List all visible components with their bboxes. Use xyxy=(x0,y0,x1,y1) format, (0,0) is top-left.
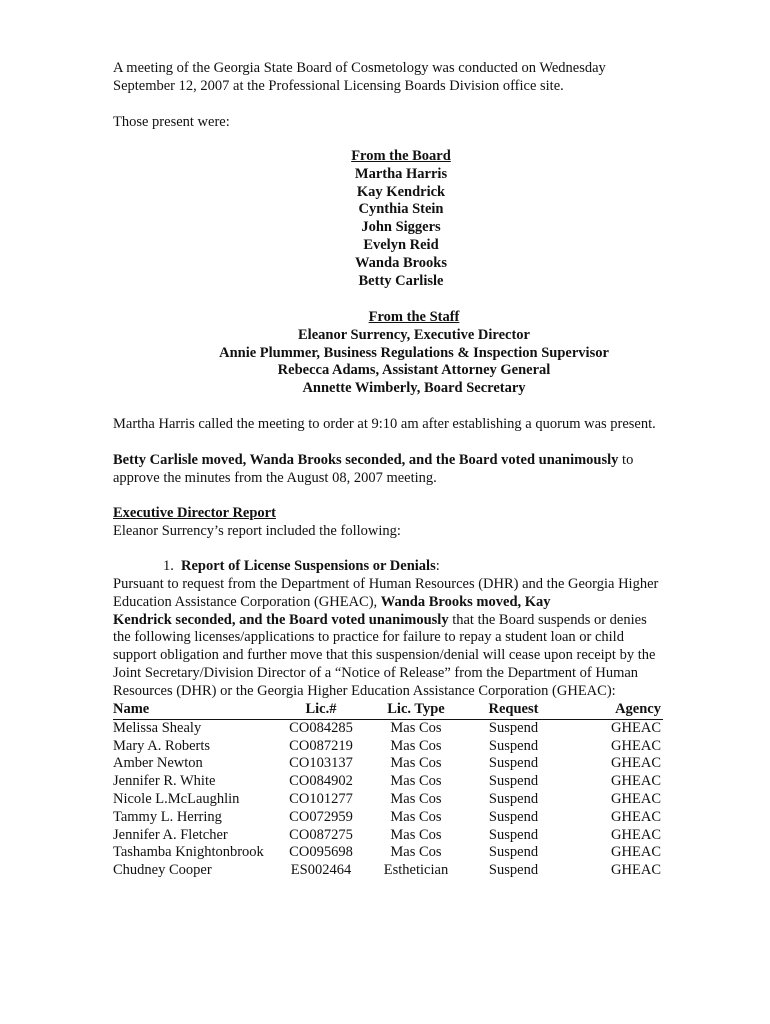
table-header-row xyxy=(113,701,663,719)
paragraph-line: Pursuant to request from the Department of Human Resources (DHR) and the Georgia Higher xyxy=(113,576,659,592)
cell-license-number: CO087275 xyxy=(289,826,353,843)
intro-line: September 12, 2007 at the Professional Licensing Boards Division office site. xyxy=(113,77,564,94)
cell-license-number: CO087219 xyxy=(289,737,353,754)
board-member: Martha Harris xyxy=(354,165,448,182)
cell-agency: GHEAC xyxy=(611,844,661,861)
board-member: Evelyn Reid xyxy=(363,236,439,253)
cell-name: Tashamba Knightonbrook xyxy=(113,844,264,861)
cell-name: Tammy L. Herring xyxy=(113,808,222,825)
cell-request: Suspend xyxy=(488,844,539,861)
cell-agency: GHEAC xyxy=(611,773,661,790)
cell-request: Suspend xyxy=(488,808,539,825)
cell-agency: GHEAC xyxy=(611,755,661,772)
cell-name: Jennifer A. Fletcher xyxy=(113,826,228,843)
paragraph-bold-text: Wanda Brooks moved, Kay xyxy=(380,593,551,610)
board-member: John Siggers xyxy=(361,219,441,236)
cell-license-type: Mas Cos xyxy=(390,773,442,790)
cell-license-type: Mas Cos xyxy=(390,755,442,772)
staff-members-block xyxy=(0,309,770,398)
cell-license-type: Mas Cos xyxy=(390,808,442,825)
board-member: Cynthia Stein xyxy=(358,201,444,218)
paragraph-line: Resources (DHR) or the Georgia Higher Education Assistance Corporation (GHEAC): xyxy=(113,682,616,699)
paragraph-line: the following licenses/applications to practice for failure to repay a student loan or child xyxy=(113,629,624,646)
cell-request: Suspend xyxy=(488,773,539,790)
cell-license-number: CO084902 xyxy=(289,773,353,790)
motion-text: approve the minutes from the August 08, 2007 meeting. xyxy=(113,469,437,486)
cell-license-number: ES002464 xyxy=(290,862,352,879)
staff-heading: From the Staff xyxy=(368,309,460,325)
table-row xyxy=(113,809,663,827)
suspension-paragraph xyxy=(113,576,693,701)
cell-license-type: Esthetician xyxy=(383,862,449,879)
column-header-name: Name xyxy=(113,701,276,719)
table-row xyxy=(113,719,663,737)
cell-agency: GHEAC xyxy=(611,862,661,879)
report-item xyxy=(163,558,440,576)
cell-request: Suspend xyxy=(488,790,539,807)
intro-line: A meeting of the Georgia State Board of Cosmetology was conducted on Wednesday xyxy=(113,60,606,76)
cell-agency: GHEAC xyxy=(611,790,661,807)
present-label: Those present were: xyxy=(113,114,230,130)
table-row xyxy=(113,827,663,845)
cell-license-number: CO072959 xyxy=(289,808,353,825)
cell-license-number: CO101277 xyxy=(289,790,353,807)
section-heading: Executive Director Report xyxy=(113,505,276,521)
item-number: 1. xyxy=(163,558,174,574)
cell-agency: GHEAC xyxy=(611,737,661,754)
table-row xyxy=(113,862,663,880)
column-header-license-number: Lic.# xyxy=(276,701,366,719)
motion-text: to xyxy=(618,452,634,468)
paragraph-line: support obligation and further move that this suspension/denial will cease upon receipt by the xyxy=(113,647,656,664)
paragraph-text: that the Board suspends or denies xyxy=(448,611,647,628)
intro-paragraph xyxy=(113,60,703,96)
cell-agency: GHEAC xyxy=(611,719,661,736)
paragraph-text: Education Assistance Corporation (GHEAC), xyxy=(113,593,381,610)
approve-minutes-motion xyxy=(113,452,703,488)
cell-license-number: CO095698 xyxy=(289,844,353,861)
cell-license-type: Mas Cos xyxy=(390,737,442,754)
cell-license-type: Mas Cos xyxy=(390,826,442,843)
staff-member: Eleanor Surrency, Executive Director xyxy=(298,326,530,343)
cell-request: Suspend xyxy=(488,737,539,754)
cell-name: Amber Newton xyxy=(113,755,203,772)
executive-director-report xyxy=(113,505,703,541)
staff-member: Annette Wimberly, Board Secretary xyxy=(302,380,526,397)
cell-agency: GHEAC xyxy=(611,826,661,843)
table-row xyxy=(113,755,663,773)
cell-license-number: CO103137 xyxy=(289,755,353,772)
cell-license-type: Mas Cos xyxy=(390,719,442,736)
motion-bold-text: Betty Carlisle moved, Wanda Brooks seconded, and the Board voted unanimously xyxy=(113,452,619,468)
cell-request: Suspend xyxy=(488,719,539,736)
staff-member: Annie Plummer, Business Regulations & Inspection Supervisor xyxy=(219,344,609,361)
cell-name: Mary A. Roberts xyxy=(113,737,211,754)
cell-name: Nicole L.McLaughlin xyxy=(113,790,240,807)
call-to-order-paragraph: Martha Harris called the meeting to order at 9:10 am after establishing a quorum was present. xyxy=(113,416,656,432)
column-header-license-type: Lic. Type xyxy=(366,701,466,719)
item-colon: : xyxy=(435,558,440,574)
cell-name: Melissa Shealy xyxy=(113,719,202,736)
table-row xyxy=(113,844,663,862)
cell-request: Suspend xyxy=(488,755,539,772)
cell-request: Suspend xyxy=(488,862,539,879)
board-member: Betty Carlisle xyxy=(358,272,444,289)
item-title: Report of License Suspensions or Denials xyxy=(181,558,436,574)
paragraph-bold-text: Kendrick seconded, and the Board voted unanimously xyxy=(113,611,449,628)
cell-name: Jennifer R. White xyxy=(113,773,216,790)
board-member: Kay Kendrick xyxy=(356,183,446,200)
table-row xyxy=(113,738,663,756)
board-heading: From the Board xyxy=(351,148,451,164)
cell-license-number: CO084285 xyxy=(289,719,353,736)
column-header-agency: Agency xyxy=(561,701,663,719)
cell-license-type: Mas Cos xyxy=(390,844,442,861)
cell-agency: GHEAC xyxy=(611,808,661,825)
cell-name: Chudney Cooper xyxy=(113,862,212,879)
column-header-request: Request xyxy=(466,701,561,719)
cell-request: Suspend xyxy=(488,826,539,843)
table-row xyxy=(113,791,663,809)
board-members-block xyxy=(0,148,770,290)
report-intro: Eleanor Surrency’s report included the following: xyxy=(113,522,401,539)
board-member: Wanda Brooks xyxy=(354,254,447,271)
paragraph-line: Joint Secretary/Division Director of a “Notice of Release” from the Department of Human xyxy=(113,664,639,681)
cell-license-type: Mas Cos xyxy=(390,790,442,807)
table-row xyxy=(113,773,663,791)
staff-member: Rebecca Adams, Assistant Attorney General xyxy=(277,362,551,379)
license-suspension-table xyxy=(113,701,663,880)
